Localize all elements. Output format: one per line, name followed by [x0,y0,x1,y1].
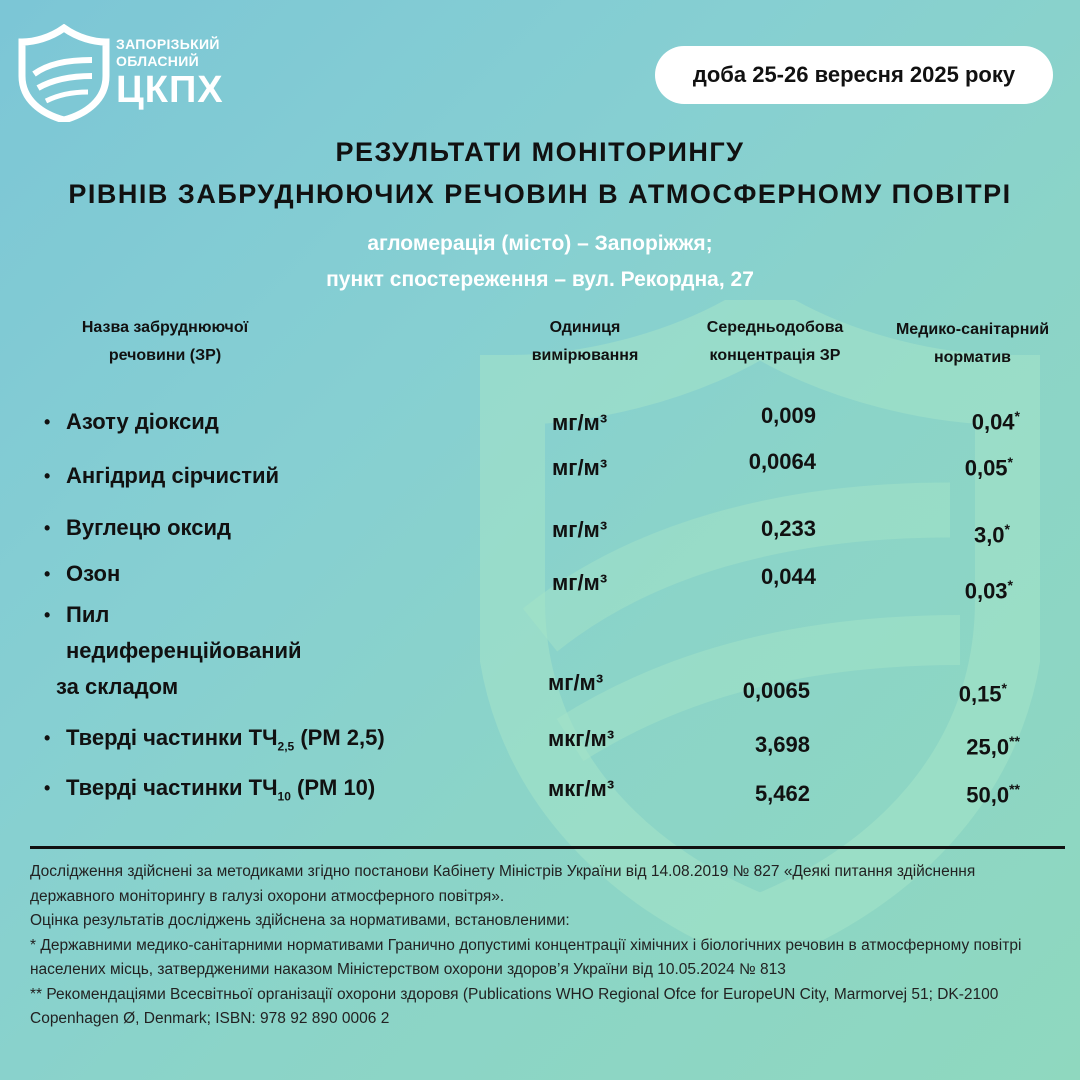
row-concentration: 3,698 [754,732,810,757]
bullet-icon: • [44,728,51,748]
note-methods: Дослідження здійснені за методиками згідно постанови Кабінету Міністрів України від 14.08.2019 № 827 «Деякі питання здійснення державного моніторингу в галузі охорони атмосферного повітря». [30,863,976,905]
row-norm: 25,0** [966,733,1020,760]
footnotes [30,860,1060,1032]
bullet-icon: • [44,778,51,798]
row-unit: мг/м³ [548,670,604,695]
row-unit: мг/м³ [552,410,608,435]
row-norm: 0,15* [958,680,1007,707]
row-norm: 0,05* [964,454,1013,481]
page-title [0,131,1080,215]
row-norm: 0,03* [964,577,1013,604]
row-concentration: 5,462 [754,781,810,806]
table-row-name: • Озон [44,556,120,592]
table-row-name: • Тверді частинки $ТЧ_{10}$ (PM 10) [44,770,375,814]
bullet-icon: • [44,605,51,625]
logo-line-3: ЦКПХ [116,69,224,111]
row-unit: мкг/м³ [548,726,615,751]
table-row-name: • Пил недиференційований за складом [44,597,302,705]
note-sanitary: * Державними медико-санітарними нормативами Гранично допустимі концентрації хімічних і біологічних речовин в атмосферному повітрі населених місць, затвердженими наказом Міністерством охорони здоров’я України від 10.05.2024 № 813 [30,936,1022,978]
background-shield-watermark [480,300,1040,940]
row-unit: мг/м³ [552,517,608,542]
logo [18,24,224,122]
row-norm: 0,04* [971,408,1020,435]
row-concentration: 0,044 [760,564,816,589]
row-concentration: 0,009 [760,403,816,428]
row-norm: 50,0** [966,781,1020,808]
row-unit: мг/м³ [552,455,608,480]
row-concentration: 0,233 [760,516,816,541]
table-row-name: • Тверді частинки $ТЧ_{2,5}$ (PM 2,5) [44,720,385,764]
bullet-icon: • [44,466,51,486]
header-unit: Одиниця вимірювання [531,319,639,364]
title-line-1: РЕЗУЛЬТАТИ МОНІТОРИНГУ [335,137,745,167]
subtitle-line-2: пункт спостереження – вул. Рекордна, 27 [326,268,754,291]
row-unit: мг/м³ [552,570,608,595]
logo-line-1: ЗАПОРІЗЬКИЙ [116,36,220,52]
subtitle-line-1: агломерація (місто) – Запоріжжя; [367,232,713,255]
page-subtitle [0,226,1080,298]
note-who: ** Рекомендаціями Всесвітньої організації охорони здоровя (Publications WHO Regional Ofce for EuropeUN City, Marmorvej 51; DK-2100 Copenhagen Ø, Denmark; ISBN: 978 92 890 0006 2 [30,985,999,1027]
shield-logo-icon [18,24,110,122]
table-row-name: • Ангідрид сірчистий [44,458,279,494]
bullet-icon: • [44,412,51,432]
table-row-name: • Азоту діоксид [44,404,219,440]
date-badge: доба 25-26 вересня 2025 року [655,46,1053,104]
row-concentration: 0,0064 [748,449,816,474]
row-norm: 3,0* [973,521,1010,548]
table-row-name: • Вуглецю оксид [44,510,231,546]
bullet-icon: • [44,564,51,584]
header-name: Назва забруднюючої речовини (ЗР) [81,319,249,364]
note-assessment: Оцінка результатів досліджень здійснена за нормативами, встановленими: [30,912,570,929]
row-concentration: 0,0065 [742,678,810,703]
bullet-icon: • [44,518,51,538]
header-norm: Медико-санітарний норматив [895,321,1050,366]
header-concentration: Середньодобова концентрація ЗР [706,319,844,364]
row-unit: мкг/м³ [548,776,615,801]
divider [30,846,1065,849]
title-line-2: РІВНІВ ЗАБРУДНЮЮЧИХ РЕЧОВИН В АТМОСФЕРНОМУ ПОВІТРІ [68,179,1012,209]
logo-line-2: ОБЛАСНИЙ [116,53,199,69]
